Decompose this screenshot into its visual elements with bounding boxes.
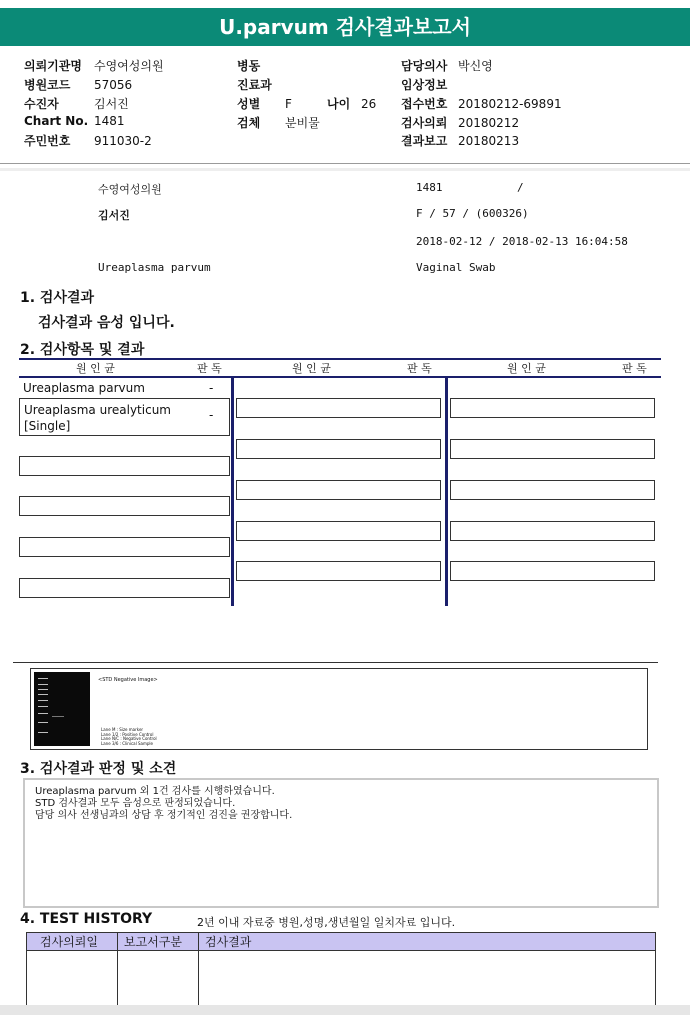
row1-pathogen: Ureaplasma parvum [23,381,145,395]
section1-title: 1. 검사결과 [20,290,95,306]
doctor-row: 담당의사 박신영 [401,59,493,73]
specimen-row: 검체 분비물 [237,116,320,130]
receipt-row: 접수번호 20180212-69891 [401,97,562,111]
col1-pathogen-header: 원 인 균 [76,362,115,375]
row2-pathogen: Ureaplasma urealyticum [24,403,171,417]
empty-cell [450,521,655,541]
history-note: 2년 이내 자료중 병원,성명,생년월일 일치자료 입니다. [197,916,456,929]
empty-cell [19,578,230,598]
col2-judge-header: 판 독 [407,362,432,375]
section3-title: 3. 검사결과 판정 및 소견 [20,761,177,777]
section1-result: 검사결과 음성 입니다. [38,315,175,331]
summary-hospital: 수영여성의원 [98,183,162,196]
empty-cell [19,537,230,557]
history-col-request-date: 검사의뢰일 [40,935,98,949]
table-divider-1 [231,376,234,606]
summary-slash: / [517,181,524,194]
dept-row: 진료과 [237,78,272,92]
request-row: 검사의뢰 20180212 [401,116,520,130]
row2-pathogen-type: [Single] [24,419,71,433]
history-col-divider [117,932,118,1012]
empty-cell [236,398,441,418]
patient-row: 수진자 김서진 [24,97,129,111]
page-bottom-strip [0,1005,690,1015]
summary-patient: 김서진 [98,209,130,222]
report-date-row: 결과보고 20180213 [401,134,520,148]
empty-cell [236,521,441,541]
summary-test: Ureaplasma parvum [98,261,211,274]
ward-row: 병동 [237,59,261,73]
section2-title: 2. 검사항목 및 결과 [20,342,145,358]
table-divider-2 [445,376,448,606]
clinical-row: 임상정보 [401,78,448,92]
hospital-row: 의뢰기관명 수영여성의원 [24,59,164,73]
empty-cell [450,480,655,500]
col3-judge-header: 판 독 [622,362,647,375]
empty-cell [450,439,655,459]
id-row: 주민번호 911030-2 [24,134,152,148]
empty-cell [236,480,441,500]
opinion-line: STD 검사결과 모두 음성으로 판정되었습니다. [35,798,236,809]
summary-dates: 2018-02-12 / 2018-02-13 16:04:58 [416,235,628,248]
col1-judge-header: 판 독 [197,362,222,375]
row2-judge: - [209,408,214,422]
empty-cell [236,439,441,459]
row1-judge: - [209,381,214,395]
image-divider [13,662,658,663]
empty-cell [19,456,230,476]
empty-cell [19,496,230,516]
history-col-report-type: 보고서구분 [124,935,182,949]
gel-image [34,672,90,746]
gel-legend: Lane M : Size marker Lane 1/2 : Positive Control Lane N/C : Negative Control Lane 3/6 : Clinical Sample [101,727,157,746]
empty-cell [236,561,441,581]
summary-sex-age: F / 57 / (600326) [416,207,529,220]
opinion-line: 담당 의사 선생님과의 상담 후 정기적인 검진을 권장합니다. [35,810,293,821]
col2-pathogen-header: 원 인 균 [292,362,331,375]
report-title: U.parvum 검사결과보고서 [0,8,690,46]
gel-caption: <STD Negative Image> [98,677,158,683]
sex-age-row: 성별 F 나이 26 [237,97,377,111]
chart-row: Chart No. 1481 [24,114,125,128]
hospital-code-row: 병원코드 57056 [24,78,133,92]
header-divider [0,163,690,164]
table-top-rule [19,358,661,360]
opinion-line: Ureaplasma parvum 외 1건 검사를 시행하였습니다. [35,786,275,797]
history-col-result: 검사결과 [205,935,252,949]
opinion-box [23,778,659,908]
empty-cell [450,561,655,581]
summary-specimen: Vaginal Swab [416,261,496,274]
history-col-divider [198,932,199,1012]
summary-chart: 1481 [416,181,443,194]
col3-pathogen-header: 원 인 균 [507,362,546,375]
empty-cell [450,398,655,418]
table-header-rule [19,376,661,378]
header-shadow [0,168,690,171]
section4-title: 4. TEST HISTORY [20,911,153,927]
history-header [26,932,656,951]
